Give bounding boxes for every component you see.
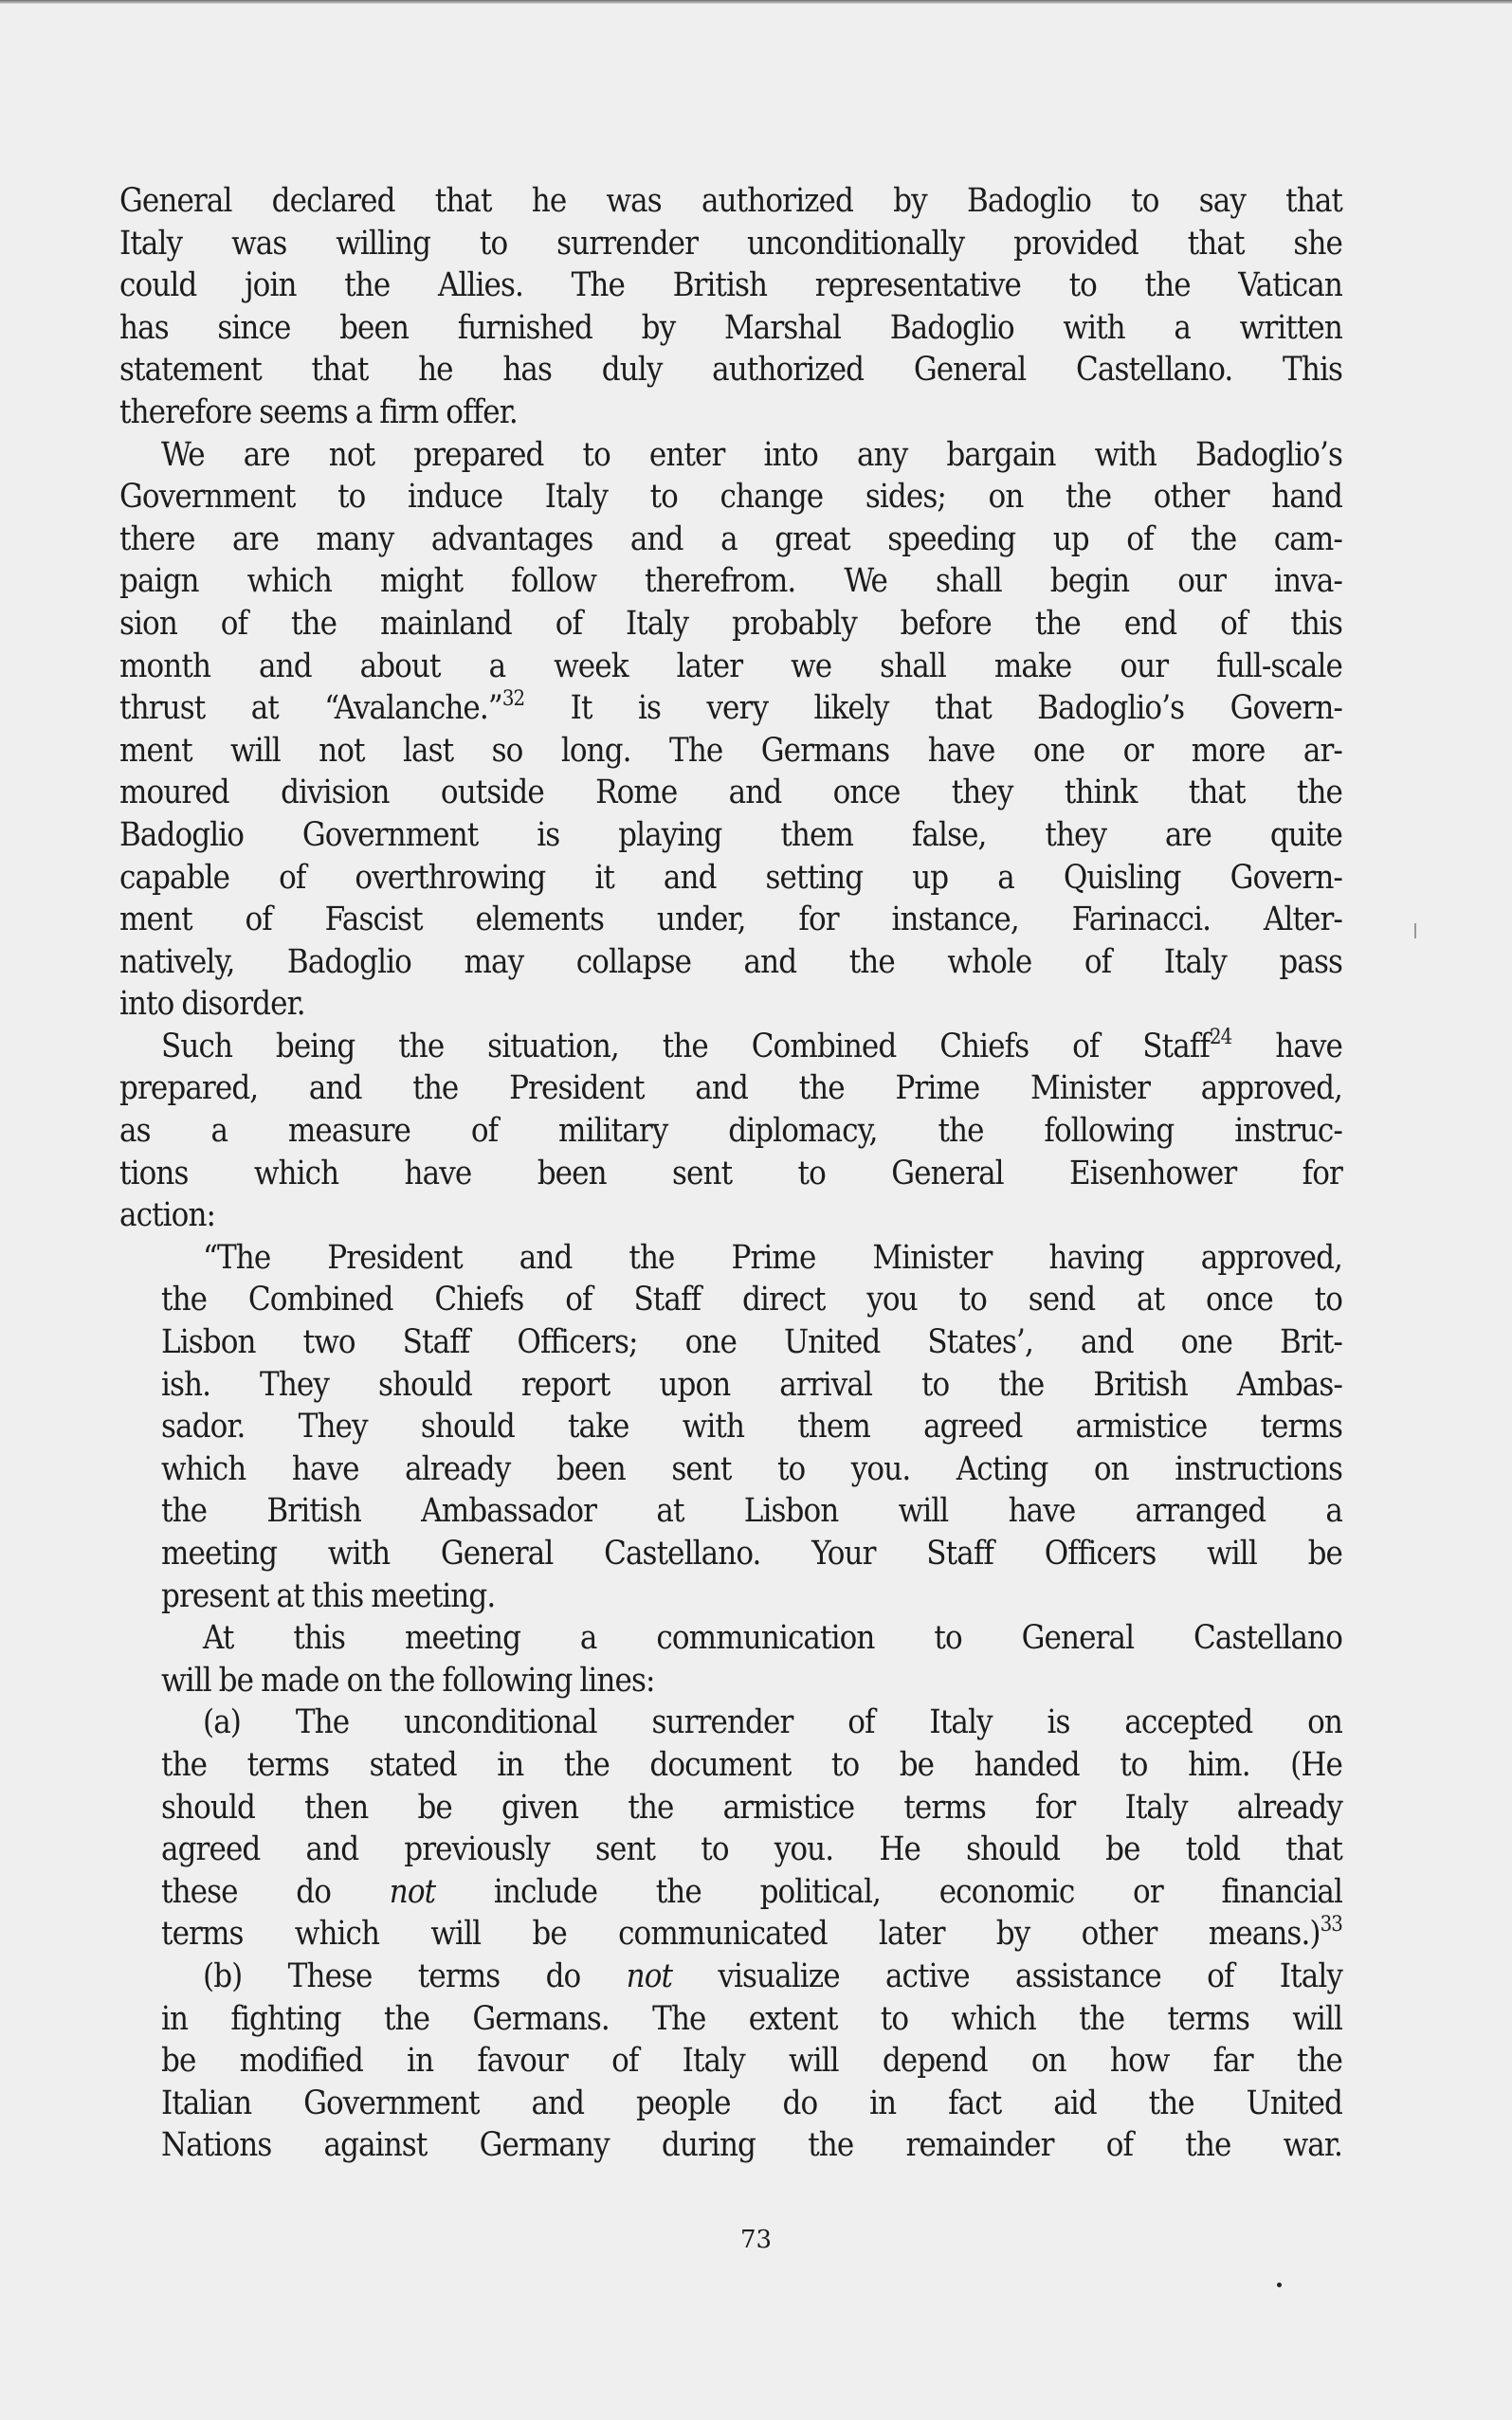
text-line: Government to induce Italy to change sides; on the other hand — [119, 478, 1342, 517]
paper-blemish — [1414, 923, 1416, 938]
text-line: natively, Badoglio may collapse and the whole of Italy pass — [119, 942, 1342, 981]
text-line: (a) The unconditional surrender of Italy is accepted on — [203, 1703, 1342, 1742]
text-line: present at this meeting. — [161, 1576, 496, 1615]
text-line: could join the Allies. The British representative to the Vatican — [119, 266, 1342, 305]
text-line: At this meeting a communication to General Castellano — [203, 1619, 1342, 1658]
text-line: the British Ambassador at Lisbon will have arranged a — [161, 1492, 1342, 1531]
line-segment: It is very likely that Badoglio’s Govern- — [570, 689, 1342, 728]
text-line — [119, 1913, 1342, 1956]
text-line — [119, 1026, 1342, 1068]
text-line: General declared that he was authorized by Badoglio to say that — [119, 182, 1342, 220]
paragraph-combined-chiefs — [119, 1026, 1342, 1237]
text-line: into disorder. — [119, 985, 305, 1024]
text-line: has since been furnished by Marshal Badoglio with a written — [119, 308, 1342, 347]
line-segment: include the political, economic or financial — [435, 1872, 1342, 1911]
paragraph-continuation — [119, 180, 1342, 434]
text-line: the Combined Chiefs of Staff direct you to send at once to — [161, 1281, 1342, 1319]
text-line: Nations against Germany during the remainder of the war. — [161, 2126, 1342, 2165]
text-line: ment will not last so long. The Germans have one or more ar- — [119, 731, 1342, 770]
footnote-ref-24[interactable]: 24 — [1209, 1025, 1232, 1049]
text-line: “The President and the Prime Minister having approved, — [203, 1238, 1342, 1277]
ink-speck — [1277, 2283, 1282, 2287]
quoted-instructions — [119, 1237, 1342, 2167]
paragraph-no-bargain — [119, 434, 1342, 1026]
text-line: Badoglio Government is playing them false, they are quite — [119, 815, 1342, 854]
text-line: meeting with General Castellano. Your Staff Officers will be — [161, 1535, 1342, 1573]
page-number: 73 — [739, 2226, 773, 2254]
text-line — [119, 687, 1342, 730]
page-body-text — [119, 180, 1342, 2167]
text-line: therefore seems a firm offer. — [119, 392, 518, 431]
line-segment: these do — [161, 1872, 390, 1911]
emphasis-not: not — [389, 1872, 436, 1911]
text-line — [119, 1956, 1342, 1998]
text-line: there are many advantages and a great speeding up of the cam- — [119, 519, 1342, 558]
line-segment: visualize active assistance of Italy — [672, 1956, 1342, 1995]
text-line: Italy was willing to surrender unconditionally provided that she — [119, 224, 1342, 263]
text-line: should then be given the armistice terms for Italy already — [161, 1788, 1342, 1827]
text-line: prepared, and the President and the Prime Minister approved, — [119, 1069, 1342, 1108]
scanned-book-page — [0, 4, 1512, 2420]
text-line: be modified in favour of Italy will depend on how far the — [161, 2042, 1342, 2081]
text-line: month and about a week later we shall make our full-scale — [119, 646, 1342, 685]
text-line: as a measure of military diplomacy, the following instruc- — [119, 1112, 1342, 1151]
text-line: the terms stated in the document to be handed to him. (He — [161, 1745, 1342, 1784]
text-line: sador. They should take with them agreed armistice terms — [161, 1408, 1342, 1447]
text-line: paign which might follow therefrom. We shall begin our inva- — [119, 562, 1342, 601]
text-line: ment of Fascist elements under, for instance, Farinacci. Alter- — [119, 901, 1342, 939]
text-line: in fighting the Germans. The extent to which the terms will — [161, 1999, 1342, 2038]
line-segment: thrust at “Avalanche.” — [119, 689, 502, 728]
text-line: sion of the mainland of Italy probably before the end of this — [119, 604, 1342, 643]
line-segment: terms which will be communicated later by other means.) — [161, 1915, 1321, 1954]
line-segment: have — [1231, 1027, 1343, 1065]
text-line: will be made on the following lines: — [161, 1661, 655, 1700]
text-line: statement that he has duly authorized General Castellano. This — [119, 351, 1342, 390]
text-line: We are not prepared to enter into any bargain with Badoglio’s — [161, 435, 1342, 474]
text-line: Lisbon two Staff Officers; one United States’, and one Brit- — [161, 1323, 1342, 1362]
text-line: tions which have been sent to General Eisenhower for — [119, 1154, 1342, 1192]
text-line: ish. They should report upon arrival to the British Ambas- — [161, 1365, 1342, 1404]
text-line — [119, 1871, 1342, 1914]
footnote-ref-32[interactable]: 32 — [501, 687, 525, 712]
line-segment: (b) These terms do — [203, 1956, 627, 1995]
footnote-ref-33[interactable]: 33 — [1320, 1913, 1342, 1938]
text-line: moured division outside Rome and once they think that the — [119, 773, 1342, 812]
text-line: capable of overthrowing it and setting up a Quisling Govern- — [119, 858, 1342, 897]
line-segment: Such being the situation, the Combined Chiefs of Staff — [161, 1027, 1210, 1065]
text-line: Italian Government and people do in fact aid the United — [161, 2083, 1342, 2122]
text-line: which have already been sent to you. Acting on instructions — [161, 1449, 1342, 1488]
text-line: agreed and previously sent to you. He should be told that — [161, 1830, 1342, 1869]
text-line: action: — [119, 1196, 216, 1235]
emphasis-not: not — [626, 1956, 673, 1995]
